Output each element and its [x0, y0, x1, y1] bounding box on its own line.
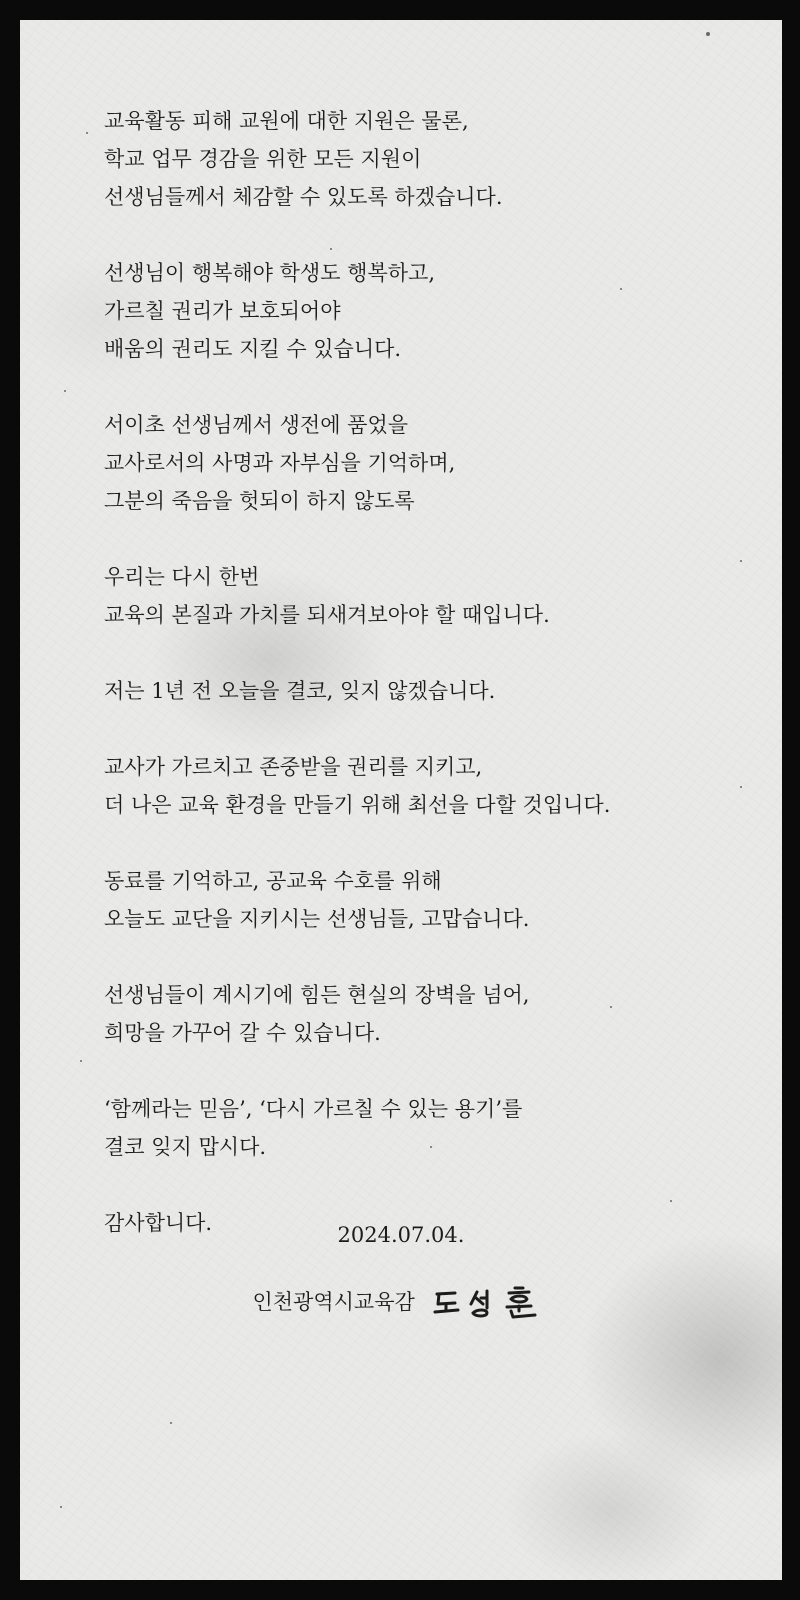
- paper-speck: [60, 1506, 62, 1508]
- paper-speck: [706, 32, 710, 36]
- letter-line: 동료를 기억하고, 공교육 수호를 위해: [104, 869, 442, 893]
- letter-line: 선생님들께서 체감할 수 있도록 하겠습니다.: [104, 185, 503, 209]
- letter-paragraph: [104, 254, 774, 368]
- letter-line: 희망을 가꾸어 갈 수 있습니다.: [104, 1021, 381, 1045]
- paper-speck: [64, 390, 66, 392]
- letter-date: 2024.07.04.: [337, 1223, 465, 1247]
- letter-line: 결코 잊지 맙시다.: [104, 1135, 267, 1159]
- letter-line: 저는 1년 전 오늘을 결코, 잊지 않겠습니다.: [104, 679, 496, 703]
- letter-paragraph: [104, 672, 774, 710]
- signer-title: 인천광역시교육감: [252, 1290, 415, 1314]
- letter-line: 교육활동 피해 교원에 대한 지원은 물론,: [104, 109, 469, 133]
- letter-line: 오늘도 교단을 지키시는 선생님들, 고맙습니다.: [104, 907, 530, 931]
- letter-line: 우리는 다시 한번: [104, 565, 260, 589]
- letter-line: 선생님이 행복해야 학생도 행복하고,: [104, 261, 435, 285]
- paper-speck: [170, 1422, 172, 1424]
- signature-block: [20, 1282, 782, 1320]
- letter-paragraph: [104, 102, 774, 216]
- letter-paragraph: [104, 1090, 774, 1166]
- letter-body: [104, 102, 774, 1280]
- letter-line: 더 나은 교육 환경을 만들기 위해 최선을 다할 것입니다.: [104, 793, 611, 817]
- letter-paragraph: [104, 976, 774, 1052]
- letter-paragraph: [104, 406, 774, 520]
- paper-speck: [86, 132, 88, 134]
- letter-line: 서이초 선생님께서 생전에 품었을: [104, 413, 409, 437]
- paper-background: [20, 20, 782, 1580]
- letter-line: ‘함께라는 믿음’, ‘다시 가르칠 수 있는 용기’를: [104, 1097, 523, 1121]
- letter-line: 선생님들이 계시기에 힘든 현실의 장벽을 넘어,: [104, 983, 530, 1007]
- letter-paragraph: [104, 862, 774, 938]
- letter-line: 배움의 권리도 지킬 수 있습니다.: [104, 337, 402, 361]
- letter-line: 가르칠 권리가 보호되어야: [104, 299, 341, 323]
- letter-line: 교사가 가르치고 존중받을 권리를 지키고,: [104, 755, 483, 779]
- letter-line: 그분의 죽음을 헛되이 하지 않도록: [104, 489, 415, 513]
- handwritten-signature: [431, 1282, 549, 1320]
- letter-paragraph: [104, 748, 774, 824]
- letter-line: 학교 업무 경감을 위한 모든 지원이: [104, 147, 422, 171]
- letter-paragraph: [104, 558, 774, 634]
- paper-speck: [80, 1060, 82, 1062]
- letter-line: 교사로서의 사명과 자부심을 기억하며,: [104, 451, 456, 475]
- letter-line: 교육의 본질과 가치를 되새겨보아야 할 때입니다.: [104, 603, 550, 627]
- letter-line: 감사합니다.: [104, 1211, 213, 1235]
